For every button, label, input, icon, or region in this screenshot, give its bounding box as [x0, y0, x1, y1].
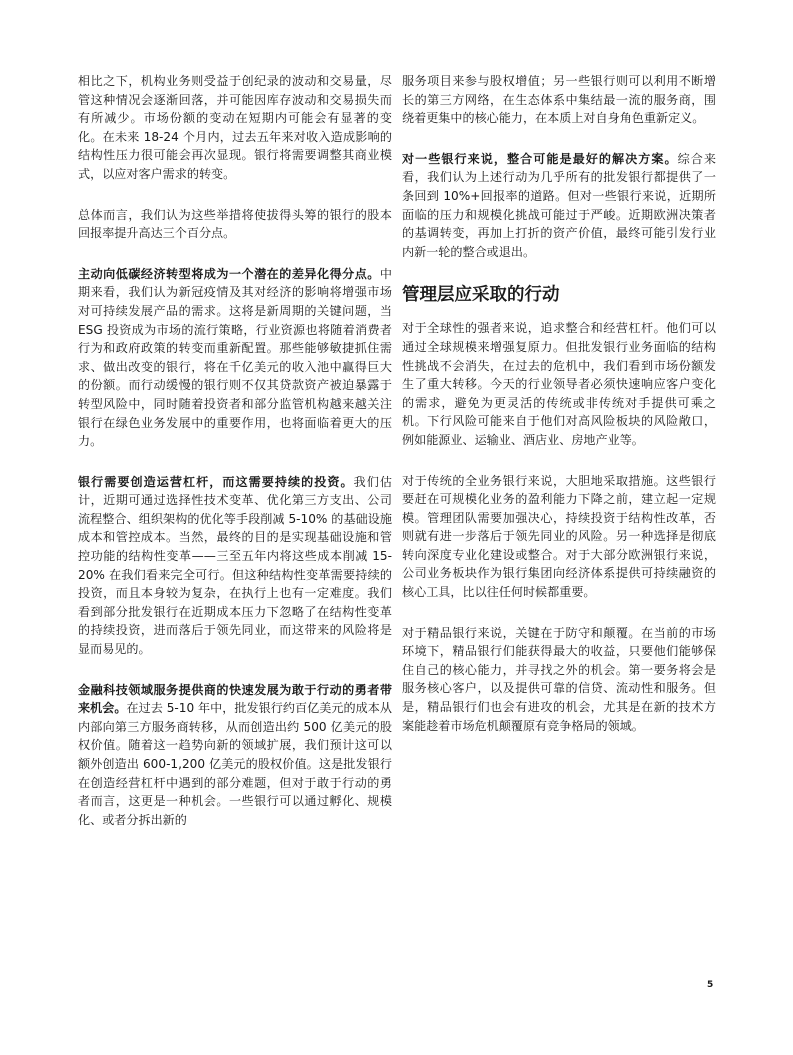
paragraph-lead: 主动向低碳经济转型将成为一个潜在的差异化得分点。: [78, 266, 380, 281]
paragraph-institutional-business: 相比之下，机构业务则受益于创纪录的波动和交易量，尽管这种情况会逐渐回落，并可能因库存波动和交易损失而有所减少。市场份额的变动在短期内可能会有显著的变化。在未来 18-24 个月内，过去五年来对收入造成影响的结构性压力很可能会再次显现。银行将需要调整其商业模式，以应对客户需求的转变。: [78, 74, 392, 181]
paragraph-global-players: 对于全球性的强者来说，追求整合和经营杠杆。他们可以通过全球规模来增强复原力。但批发银行业务面临的结构性挑战不会消失，在过去的危机中，我们看到市场份额发生了重大转移。今天的行业领导者必须快速响应客户变化的需求，避免为更灵活的传统或非传统对手提供可乘之机。下行风险可能来自于他们对高风险板块的风险敞口，例如能源业、运输业、酒店业、房地产业等。: [402, 321, 716, 447]
paragraph-body: 中期来看，我们认为新冠疫情及其对经济的影响将增强市场对可持续发展产品的需求。这将是新周期的关键问题，当 ESG 投资成为市场的流行策略，行业资源也将随着消费者行为和政府政策的转变而重新配置。那些能够敏捷抓住需求、做出改变的银行，将在千亿美元的收入池中赢得巨大的份额。而行动缓慢的银行则不仅其贷款资产被迫暴露于转型风险中，同时随着投资者和部分监管机构越来越关注银行在绿色业务发展中的重要作用，也将面临着更大的压力。: [78, 266, 392, 449]
paragraph-equity-continuation: 服务项目来参与股权增值；另一些银行则可以利用不断增长的第三方网络，在生态体系中集结最一流的服务商，围绕着更集中的核心能力，在本质上对自身角色重新定义。: [402, 74, 716, 126]
paragraph-consolidation: [402, 150, 716, 262]
paragraph-roe-summary: 总体而言，我们认为这些举措将使拔得头筹的银行的股本回报率提升高达三个百分点。: [78, 207, 392, 241]
paragraph-body: 综合来看，我们认为上述行动为几乎所有的批发银行都提供了一条回到 10%+回报率的道路。但对一些银行来说，近期所面临的压力和规模化挑战可能过于严峻。近期欧洲决策者的基调转变，再加上打折的资产价值，最终可能引发行业内新一轮的整合或退出。: [402, 151, 716, 259]
left-column: [78, 72, 392, 851]
paragraph-low-carbon: [78, 265, 392, 451]
paragraph-boutique-banks: 对于精品银行来说，关键在于防守和颠覆。在当前的市场环境下，精品银行们能获得最大的收益，只要他们能够保住自己的核心能力，并寻找之外的机会。第一要务将会是服务核心客户，以及提供可靠的信贷、流动性和服务。但是，精品银行们也会有进攻的机会，尤其是在新的技术方案能趁着市场危机颠覆原有竞争格局的领域。: [402, 625, 716, 733]
page-number: 5: [707, 980, 714, 990]
paragraph-lead: 对一些银行来说，整合可能是最好的解决方案。: [402, 151, 678, 166]
paragraph-body: 在过去 5-10 年中，批发银行约百亿美元的成本从内部向第三方服务商转移，从而创造出约 500 亿美元的股权价值。随着这一趋势向新的领域扩展，我们预计这可以额外创造出 600-1,200 亿美元的股权价值。这是批发银行在创造经营杠杆中遇到的部分难题，但对于敢于行动的勇者而言，这更是一种机会。一些银行可以通过孵化、规模化、或者分拆出新的: [78, 701, 392, 827]
right-column: [402, 72, 716, 757]
paragraph-fintech-opportunity: [78, 681, 392, 830]
section-heading: 管理层应采取的行动: [402, 285, 560, 306]
paragraph-operating-leverage: [78, 473, 392, 659]
paragraph-body: 我们估计，近期可通过选择性技术变革、优化第三方支出、公司流程整合、组织架构的优化等手段削减 5-10% 的基础设施成本和管控成本。当然，最终的目的是实现基础设施和管控功能的结构性变革——三至五年内将这些成本削减 15-20% 在我们看来完全可行。但这种结构性变革需要持续的投资，而且本身较为复杂，在执行上也有一定难度。我们看到部分批发银行在近期成本压力下忽略了在结构性变革的持续投资，进而落后于领先同业，而这带来的风险将是显而易见的。: [78, 474, 392, 657]
paragraph-universal-banks: 对于传统的全业务银行来说，大胆地采取措施。这些银行要赶在可规模化业务的盈利能力下降之前，建立起一定规模。管理团队需要加强决心，持续投资于结构性改革，否则就有进一步落后于领先同业的风险。另一种选择是彻底转向深度专业化建设或整合。对于大部分欧洲银行来说，公司业务板块作为银行集团向经济体系提供可持续融资的核心工具，比以往任何时候都重要。: [402, 473, 716, 600]
paragraph-lead: 金融科技领域服务提供商的快速发展为敢于行动的勇者带来机会。: [78, 682, 392, 716]
paragraph-lead: 银行需要创造运营杠杆，而这需要持续的投资。: [78, 474, 354, 489]
